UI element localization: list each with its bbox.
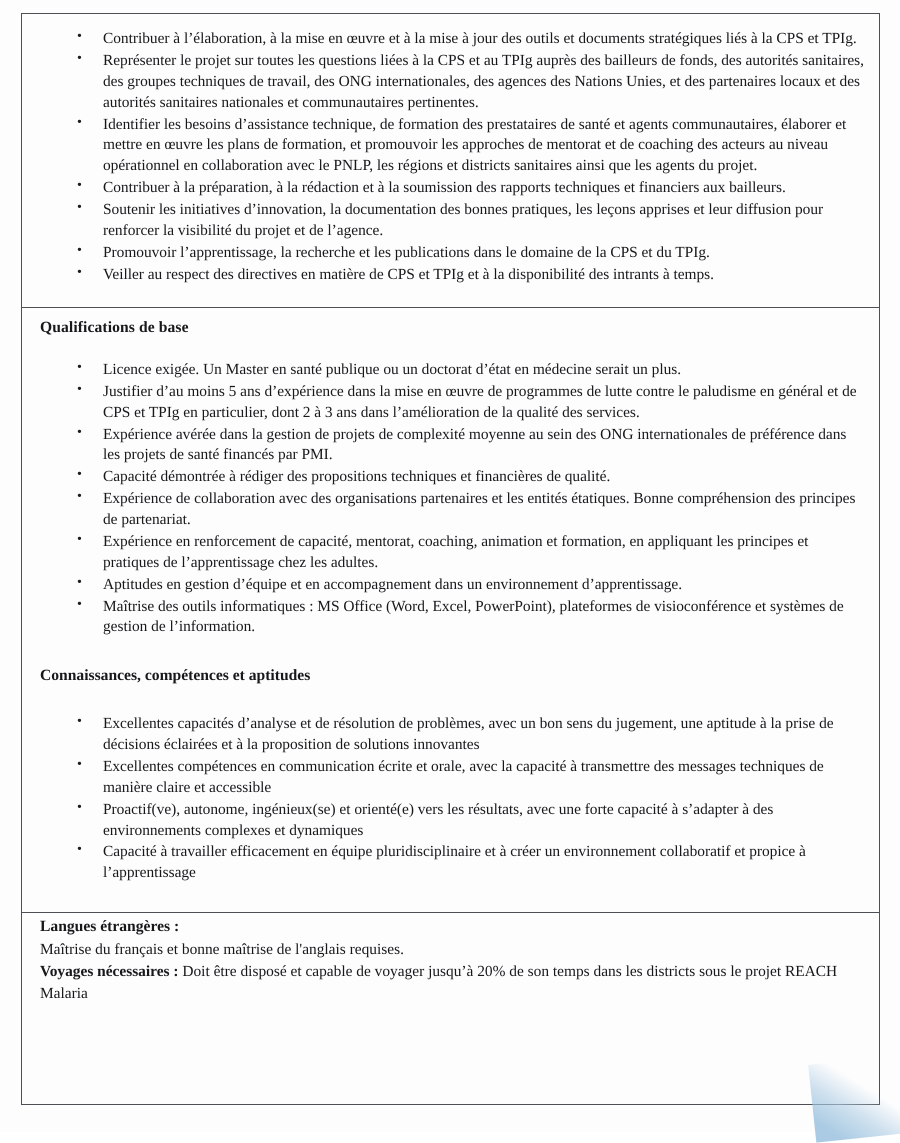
voyages-label: Voyages nécessaires : — [40, 962, 183, 980]
langues-text — [36, 939, 865, 961]
list-item: • Aptitudes en gestion d’équipe et en accompagnement dans un environnement d’apprentissage. — [36, 575, 865, 596]
list-item: • Proactif(ve), autonome, ingénieux(se) et orienté(e) vers les résultats, avec une forte capacité à s’adapter à des environnements complexes et dynamiques — [36, 800, 865, 842]
section-responsabilites — [22, 14, 879, 307]
list-item: • Expérience en renforcement de capacité, mentorat, coaching, animation et formation, en appliquant les principes et pratiques de l’apprentissage chez les adultes. — [36, 532, 865, 574]
connaissances-heading: Connaissances, compétences et aptitudes — [40, 667, 311, 685]
list-item: • Contribuer à l’élaboration, à la mise en œuvre et à la mise à jour des outils et documents stratégiques liés à la CPS et TPIg. — [36, 29, 865, 50]
list-item: • Excellentes compétences en communication écrite et orale, avec la capacité à transmettre des messages techniques de manière claire et accessible — [36, 757, 865, 799]
langues-requirement: Maîtrise du français et bonne maîtrise de l'anglais requises. — [40, 940, 404, 958]
section-langues-voyages — [22, 912, 879, 1012]
list-item: • Expérience avérée dans la gestion de projets de complexité moyenne au sein des ONG internationales de préférence dans les projets de santé financés par PMI. — [36, 425, 865, 467]
list-item: • Identifier les besoins d’assistance technique, de formation des prestataires de santé et agents communautaires, élaborer et mettre en œuvre les plans de formation, et promouvoir les approches de mentorat et de coaching des acteurs au niveau opérationnel en collaboration avec le PNLP, les régions et districts sanitaires ainsi que les agents du projet. — [36, 115, 865, 178]
list-item: • Contribuer à la préparation, à la rédaction et à la soumission des rapports techniques et financiers aux bailleurs. — [36, 178, 865, 199]
list-item: • Expérience de collaboration avec des organisations partenaires et les entités étatiques. Bonne compréhension des principes de partenariat. — [36, 489, 865, 531]
list-item: • Promouvoir l’apprentissage, la recherche et les publications dans le domaine de la CPS et du TPIg. — [36, 243, 865, 264]
voyages-requirement: Doit être disposé et capable de voyager jusqu’à 20% de son temps dans les districts sous le projet REACH Malaria — [40, 962, 838, 1002]
list-item: • Capacité à travailler efficacement en équipe pluridisciplinaire et à créer un environnement collaboratif et propice à l’apprentissage — [36, 842, 865, 884]
responsabilites-list — [36, 29, 865, 286]
list-item: • Maîtrise des outils informatiques : MS Office (Word, Excel, PowerPoint), plateformes de visioconférence et systèmes de gestion de l’information. — [36, 597, 865, 639]
qualifications-list — [36, 360, 865, 638]
connaissances-list — [36, 714, 865, 884]
list-item: • Licence exigée. Un Master en santé publique ou un doctorat d’état en médecine serait un plus. — [36, 360, 865, 381]
list-item: • Capacité démontrée à rédiger des propositions techniques et financières de qualité. — [36, 467, 865, 488]
list-item: • Représenter le projet sur toutes les questions liées à la CPS et au TPIg auprès des bailleurs de fonds, des autorités sanitaires, des groupes techniques de travail, des ONG internationales, des agences des Nations Unies, et des partenaires locaux et des autorités sanitaires nationales et communautaires pertinentes. — [36, 51, 865, 114]
voyages-text — [36, 961, 865, 1005]
job-description-table — [21, 13, 880, 1105]
section-qualifications — [22, 307, 879, 913]
list-item: • Soutenir les initiatives d’innovation, la documentation des bonnes pratiques, les leçons apprises et leur diffusion pour renforcer la visibilité du projet et de l’agence. — [36, 200, 865, 242]
list-item: • Veiller au respect des directives en matière de CPS et TPIg et à la disponibilité des intrants à temps. — [36, 265, 865, 286]
list-item: • Excellentes capacités d’analyse et de résolution de problèmes, avec un bon sens du jugement, une aptitude à la prise de décisions éclairées et à la proposition de solutions innovantes — [36, 714, 865, 756]
langues-heading: Langues étrangères : — [40, 918, 180, 936]
qualifications-heading: Qualifications de base — [40, 318, 189, 336]
list-item: • Justifier d’au moins 5 ans d’expérience dans la mise en œuvre de programmes de lutte contre le paludisme en général et de CPS et TPIg en particulier, dont 2 à 3 ans dans l’amélioration de la qualité des services. — [36, 382, 865, 424]
